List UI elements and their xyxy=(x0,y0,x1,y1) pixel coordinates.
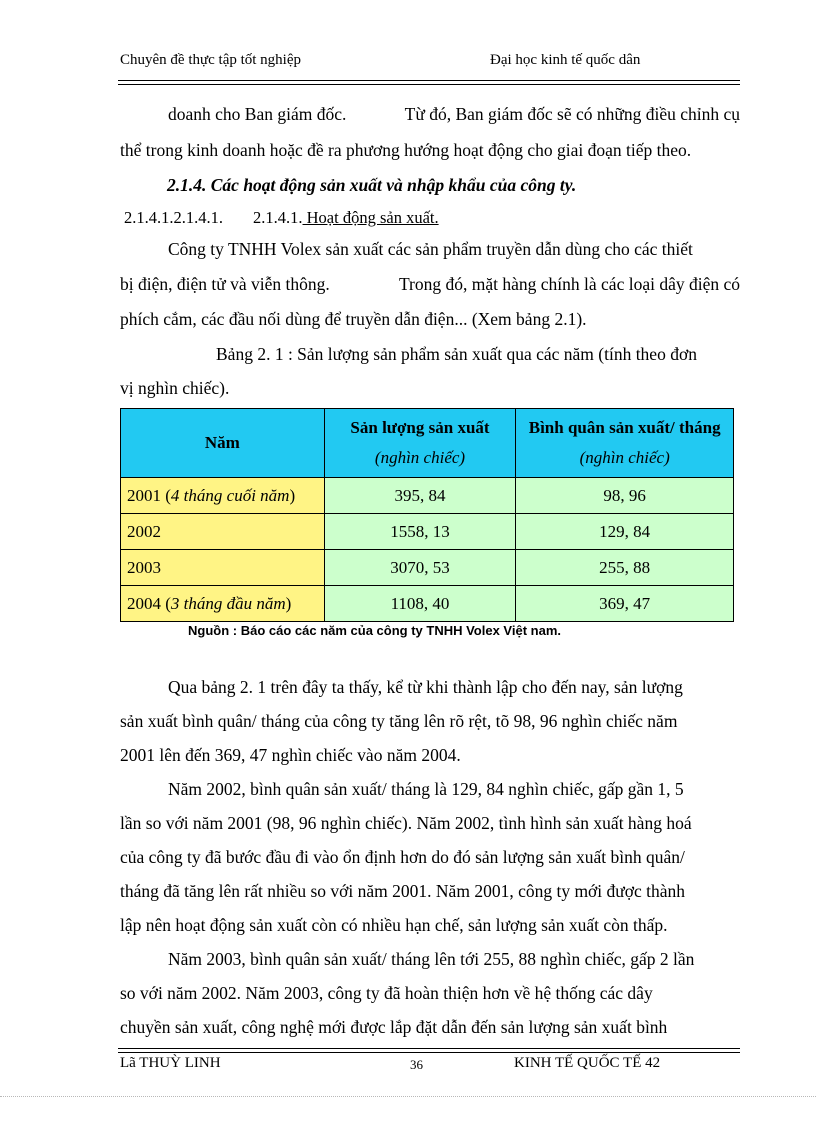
header-output-unit: (nghìn chiếc) xyxy=(374,448,466,467)
header-average-unit: (nghìn chiếc) xyxy=(579,448,670,467)
para1-line-2a: bị điện, điện tử và viễn thông. xyxy=(120,274,330,294)
para3-line-2: lần so với năm 2001 (98, 96 nghìn chiếc). Năm 2002, tình hình sản xuất hàng hoá xyxy=(120,813,692,833)
header-left: Chuyên đề thực tập tốt nghiệp xyxy=(120,52,302,68)
header-average-label: Bình quân sản xuất/ tháng xyxy=(528,418,721,437)
row-year: 2002 xyxy=(121,514,325,550)
table-row xyxy=(121,478,734,514)
header-output xyxy=(324,409,516,478)
para2-line-1: Qua bảng 2. 1 trên đây ta thấy, kể từ khi thành lập cho đến nay, sản lượng xyxy=(168,677,683,697)
row-average: 369, 47 xyxy=(516,586,734,622)
para1-line-2b: Trong đó, mặt hàng chính là các loại dây điện có xyxy=(398,274,740,294)
row-output: 3070, 53 xyxy=(324,550,516,586)
subsection-number: 2.1.4.1.2.1.4.1. xyxy=(124,208,223,227)
row-year: 2003 xyxy=(121,550,325,586)
header-rule xyxy=(118,80,740,81)
header-year: Năm xyxy=(121,409,325,478)
para3-line-5: lập nên hoạt động sản xuất còn có nhiều hạn chế, sản lượng sản xuất còn thấp. xyxy=(120,915,668,935)
para2-line-3: 2001 lên đến 369, 47 nghìn chiếc vào năm 2004. xyxy=(120,745,461,765)
table-caption-line-1: Bảng 2. 1 : Sản lượng sản phẩm sản xuất qua các năm (tính theo đơn xyxy=(216,344,697,364)
table-header-row xyxy=(121,409,734,478)
row-year: 2001 (4 tháng cuối năm) xyxy=(121,478,325,514)
page-boundary-line xyxy=(0,1096,816,1097)
para4-line-2: so với năm 2002. Năm 2003, công ty đã hoàn thiện hơn về hệ thống các dây xyxy=(120,983,653,1003)
subsection-heading xyxy=(124,208,439,228)
para1-line-2 xyxy=(120,274,740,295)
para3-line-1: Năm 2002, bình quân sản xuất/ tháng là 129, 84 nghìn chiếc, gấp gần 1, 5 xyxy=(168,779,684,799)
intro-line-1 xyxy=(168,104,740,125)
para3-line-3: của công ty đã bước đầu đi vào ổn định hơn do đó sản lượng sản xuất bình quân/ xyxy=(120,847,685,867)
header-rule-thin xyxy=(118,84,740,85)
header-output-label: Sản lượng sản xuất xyxy=(350,418,490,437)
footer-author: Lã THUỲ LINH xyxy=(120,1055,221,1071)
footer-rule-thin xyxy=(118,1052,740,1053)
row-year: 2004 (3 tháng đầu năm) xyxy=(121,586,325,622)
row-average: 129, 84 xyxy=(516,514,734,550)
intro-line-1a: doanh cho Ban giám đốc. xyxy=(168,104,347,124)
para4-line-1: Năm 2003, bình quân sản xuất/ tháng lên tới 255, 88 nghìn chiếc, gấp 2 lần xyxy=(168,949,695,969)
footer-rule xyxy=(118,1048,740,1049)
header-right: Đại học kinh tế quốc dân xyxy=(490,52,641,68)
para3-line-4: tháng đã tăng lên rất nhiều so với năm 2001. Năm 2001, công ty mới được thành xyxy=(120,881,686,901)
para2-line-2: sản xuất bình quân/ tháng của công ty tăng lên rõ rệt, tõ 98, 96 nghìn chiếc năm xyxy=(120,711,678,731)
intro-line-1b: Từ đó, Ban giám đốc sẽ có những điều chỉnh cụ xyxy=(404,104,740,124)
subsection-number-2: 2.1.4.1. xyxy=(253,208,303,227)
row-output: 395, 84 xyxy=(324,478,516,514)
para1-line-1: Công ty TNHH Volex sản xuất các sản phẩm truyền dẫn dùng cho các thiết xyxy=(168,239,693,259)
table-row xyxy=(121,586,734,622)
para1-line-3: phích cắm, các đầu nối dùng để truyền dẫn điện... (Xem bảng 2.1). xyxy=(120,309,587,329)
para4-line-3: chuyền sản xuất, công nghệ mới được lắp đặt dẫn đến sản lượng sản xuất bình xyxy=(120,1017,668,1037)
footer-course: KINH TẾ QUỐC TẾ 42 xyxy=(514,1055,661,1071)
production-table xyxy=(120,408,734,622)
header-average xyxy=(516,409,734,478)
footer-page-number: 36 xyxy=(410,1057,423,1072)
intro-line-2: thể trong kinh doanh hoặc đề ra phương hướng hoạt động cho giai đoạn tiếp theo. xyxy=(120,140,692,160)
row-average: 255, 88 xyxy=(516,550,734,586)
section-title: 2.1.4. Các hoạt động sản xuất và nhập khẩu của công ty. xyxy=(167,175,577,195)
table-caption-line-2: vị nghìn chiếc). xyxy=(120,378,230,398)
table-source: Nguồn : Báo cáo các năm của công ty TNHH Volex Việt nam. xyxy=(188,623,561,638)
row-output: 1558, 13 xyxy=(324,514,516,550)
table-row xyxy=(121,550,734,586)
subsection-title: Hoạt động sản xuất. xyxy=(302,208,439,227)
table-row xyxy=(121,514,734,550)
row-average: 98, 96 xyxy=(516,478,734,514)
row-output: 1108, 40 xyxy=(324,586,516,622)
